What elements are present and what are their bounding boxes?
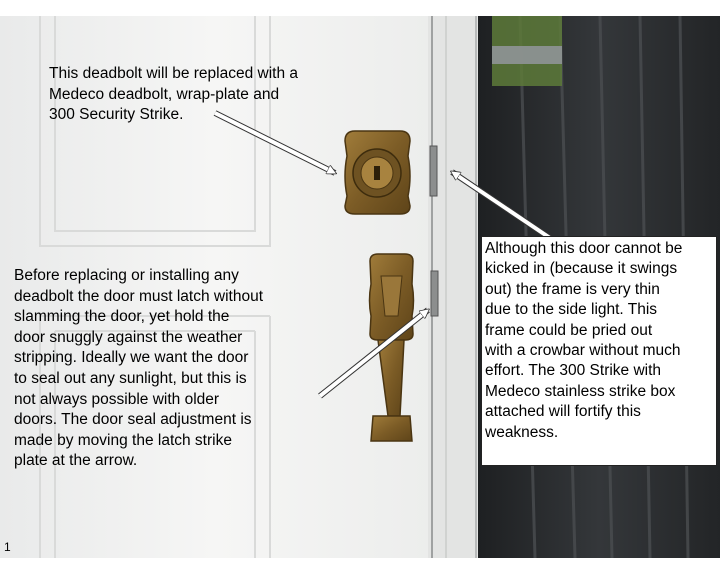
deadbolt-lock <box>345 131 410 214</box>
page-number: 1 <box>4 540 11 554</box>
note-line: deadbolt the door must latch without <box>14 287 264 305</box>
deadbolt-note <box>49 64 349 126</box>
latch-strike <box>431 271 438 316</box>
note-line: due to the side light. This <box>485 301 658 319</box>
deadbolt-strike <box>430 146 437 196</box>
note-line: Medeco stainless strike box <box>485 382 676 400</box>
note-line: to seal out any sunlight, but this is <box>14 369 247 387</box>
note-line: Before replacing or installing any <box>14 267 239 284</box>
note-line: Although this door cannot be <box>485 240 683 257</box>
latch-adjustment-note <box>14 266 314 472</box>
note-line: attached will fortify this <box>485 403 641 421</box>
note-line: not always possible with older <box>14 390 220 408</box>
note-line: stripping. Ideally we want the door <box>14 349 249 367</box>
note-line: frame could be pried out <box>485 321 653 339</box>
note-line: slamming the door, yet hold the <box>14 308 230 326</box>
note-line: weakness. <box>485 423 559 441</box>
note-line: door snuggly against the weather <box>14 328 243 346</box>
note-line: kicked in (because it swings <box>485 260 678 278</box>
note-line: This deadbolt will be replaced with a <box>49 65 298 82</box>
note-line: out) the frame is very thin <box>485 280 660 298</box>
note-line: with a crowbar without much <box>485 342 681 360</box>
note-line: doors. The door seal adjustment is <box>14 411 252 429</box>
note-line: Medeco deadbolt, wrap-plate and <box>49 85 280 103</box>
note-line: effort. The 300 Strike with <box>485 362 662 380</box>
note-line: made by moving the latch strike <box>14 431 232 449</box>
note-line: plate at the arrow. <box>14 452 138 470</box>
frame-weakness-note <box>481 236 717 466</box>
note-line: 300 Security Strike. <box>49 106 184 123</box>
